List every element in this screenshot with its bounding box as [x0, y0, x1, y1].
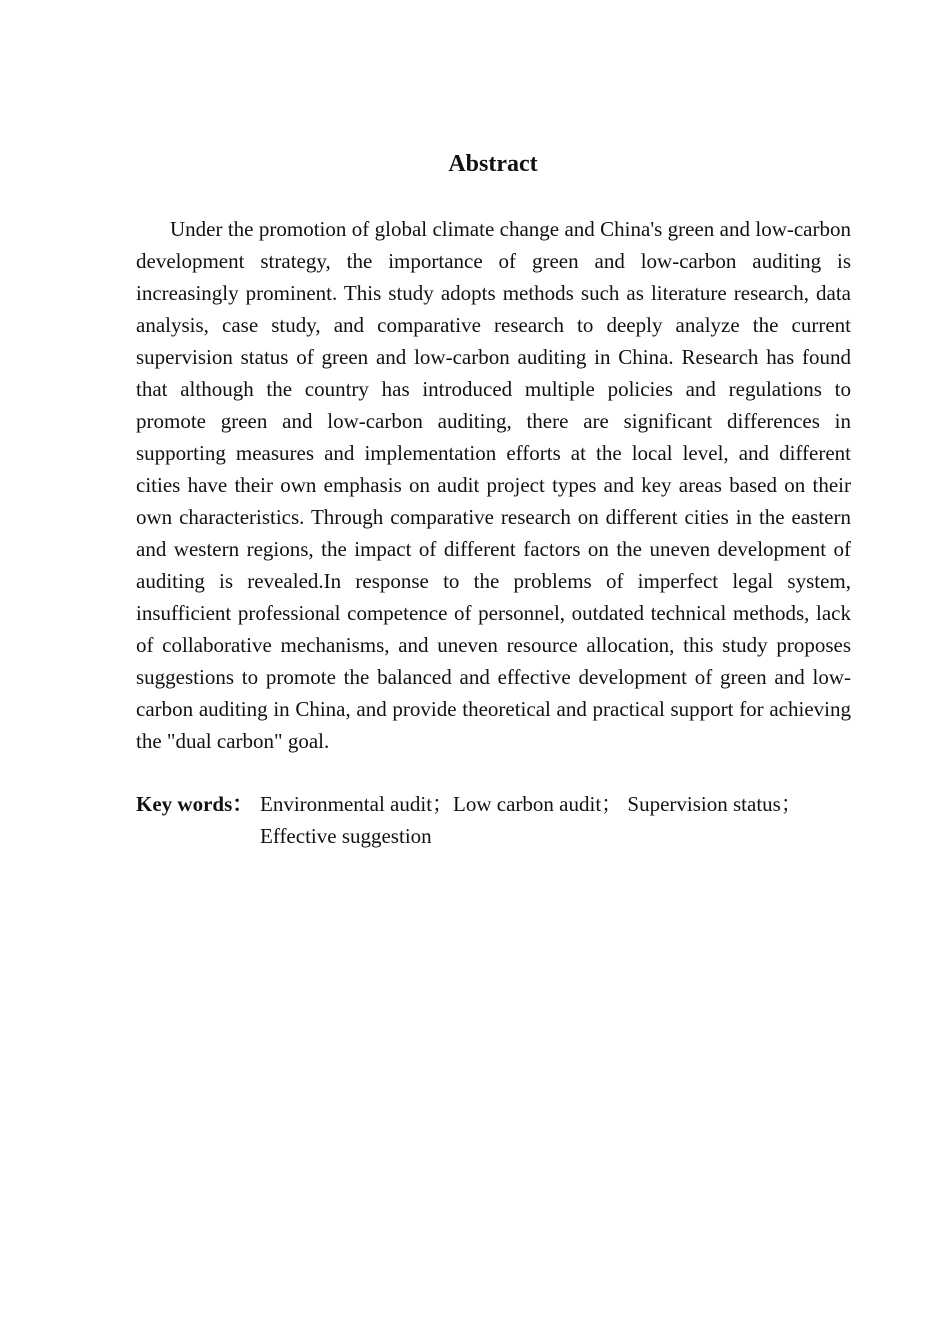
keywords-label: Key words： [136, 792, 254, 816]
keyword-item: Environmental audit [260, 792, 433, 816]
keyword-item: Supervision status [627, 792, 781, 816]
keyword-item: Low carbon audit [453, 792, 602, 816]
keyword-separator: ； [601, 792, 623, 816]
keyword-item: Effective suggestion [260, 824, 432, 848]
abstract-body: Under the promotion of global climate change and China's green and low-carbon development strategy, the importance of green and low-carbon auditing is increasingly prominent. This study adopts methods such as literature research, data analysis, case study, and comparative research to deeply analyze the current supervision status of green and low-carbon auditing in China. Research has found that although the country has introduced multiple policies and regulations to promote green and low-carbon auditing, there are significant differences in supporting measures and implementation efforts at the local level, and different cities have their own emphasis on audit project types and key areas based on their own characteristics. Through comparative research on different cities in the eastern and western regions, the impact of different factors on the uneven development of auditing is revealed.In response to the problems of imperfect legal system, insufficient professional competence of personnel, outdated technical methods, lack of collaborative mechanisms, and uneven resource allocation, this study proposes suggestions to promote the balanced and effective development of green and low-carbon auditing in China, and provide theoretical and practical support for achieving the "dual carbon" goal. [136, 217, 851, 753]
keywords-section [136, 788, 851, 852]
keyword-separator: ； [432, 792, 454, 816]
abstract-title: Abstract [448, 151, 538, 177]
keywords-list [260, 788, 851, 852]
keyword-separator: ； [780, 792, 802, 816]
